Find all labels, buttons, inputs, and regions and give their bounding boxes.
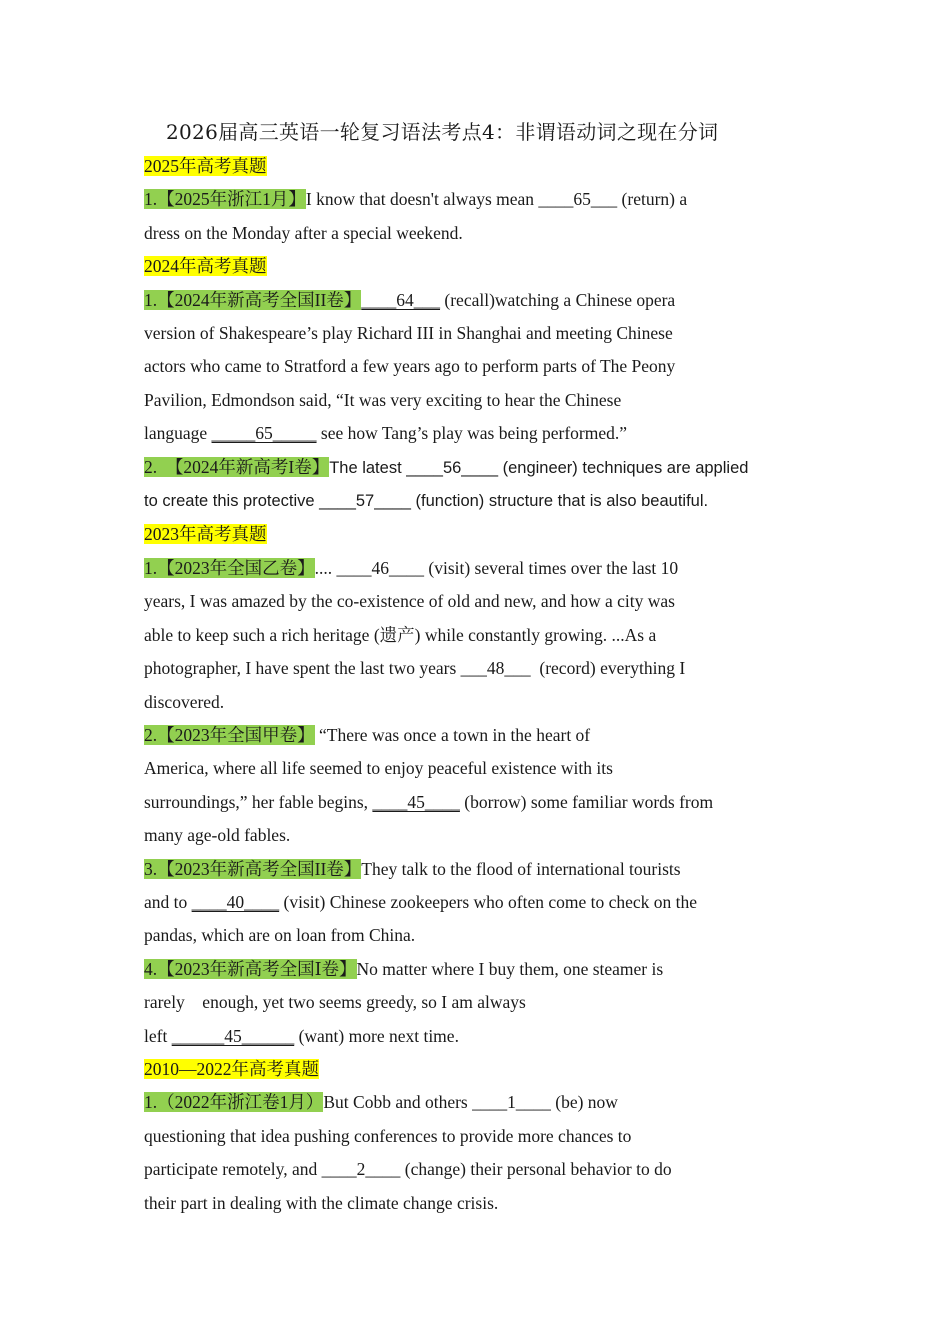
question-2023-1: 1.【2023年全国乙卷】.... ____46____ (visit) several times over the last 10	[144, 557, 679, 578]
document-title: 2026届高三英语一轮复习语法考点4：非谓语动词之现在分词	[166, 120, 719, 144]
question-2022-1-line2: questioning that idea pushing conferences to provide more chances to	[144, 1125, 632, 1146]
answer-blank: _____65_____	[211, 423, 317, 444]
question-2024-1-line4: Pavilion, Edmondson said, “It was very exciting to hear the Chinese	[144, 389, 622, 410]
question-2025-1-line2: dress on the Monday after a special weekend.	[144, 222, 463, 243]
question-2023-1-line3: able to keep such a rich heritage (遗产) while constantly growing. ...As a	[144, 624, 657, 645]
answer-blank: ______45______	[171, 1025, 295, 1046]
question-2022-1-line3: participate remotely, and ____2____ (change) their personal behavior to do	[144, 1159, 672, 1180]
question-2022-1-line4: their part in dealing with the climate change crisis.	[144, 1192, 499, 1213]
question-2023-3: 3.【2023年新高考全国II卷】They talk to the flood of international tourists	[144, 858, 681, 879]
question-source-tag: 2022年浙江卷1月）	[174, 1092, 324, 1113]
answer-blank: ____45____	[372, 791, 460, 812]
question-2023-4-line2: rarely enough, yet two seems greedy, so I am always	[144, 992, 526, 1013]
question-2023-4-line3: left ______45______ (want) more next time.	[144, 1025, 459, 1046]
question-source-tag: 【2023年新高考全国II卷】	[157, 858, 362, 879]
section-heading-2024: 2024年高考真题	[144, 256, 267, 277]
answer-blank: ____64___	[361, 289, 441, 310]
question-2024-2-line2: to create this protective ____57____ (function) structure that is also beautiful.	[144, 492, 709, 511]
question-2024-2: 2. 【2024年新高考I卷】The latest ____56____ (engineer) techniques are applied	[144, 456, 749, 477]
question-2023-4: 4.【2023年新高考全国Ⅰ卷】No matter where I buy them, one steamer is	[144, 958, 664, 979]
question-source-tag: 【2023年全国乙卷】	[157, 557, 315, 578]
document-body	[144, 150, 814, 1220]
question-source-tag: 【2025年浙江1月】	[157, 189, 306, 210]
question-2023-2: 2.【2023年全国甲卷】 “There was once a town in the heart of	[144, 724, 591, 745]
question-source-tag: 【2024年新高考全国II卷】	[157, 289, 362, 310]
question-2023-3-line3: pandas, which are on loan from China.	[144, 925, 416, 946]
section-heading-2023: 2023年高考真题	[144, 524, 267, 545]
question-2025-1: 1.【2025年浙江1月】I know that doesn't always mean ____65___ (return) a	[144, 189, 688, 210]
question-2023-1-line5: discovered.	[144, 691, 225, 712]
question-2023-2-line4: many age-old fables.	[144, 825, 291, 846]
question-2024-1-line3: actors who came to Stratford a few years ago to perform parts of The Peony	[144, 356, 676, 377]
question-2023-1-line2: years, I was amazed by the co-existence of old and new, and how a city was	[144, 591, 675, 612]
question-2023-3-line2: and to ____40____ (visit) Chinese zookeepers who often come to check on the	[144, 891, 698, 912]
question-2023-2-line2: America, where all life seemed to enjoy peaceful existence with its	[144, 758, 613, 779]
question-2023-1-line4: photographer, I have spent the last two years ___48___ (record) everything I	[144, 658, 686, 679]
question-source-tag: 【2023年新高考全国Ⅰ卷】	[157, 958, 357, 979]
answer-blank: ____40____	[191, 891, 280, 912]
question-2022-1: 1.（2022年浙江卷1月）But Cobb and others ____1____ (be) now	[144, 1092, 618, 1113]
question-2024-1-line2: version of Shakespeare’s play Richard III in Shanghai and meeting Chinese	[144, 323, 673, 344]
section-heading-2025: 2025年高考真题	[144, 156, 267, 176]
question-source-tag: 【2024年新高考I卷】	[165, 456, 330, 477]
question-2024-1-line5: language _____65_____ see how Tang’s play was being performed.”	[144, 423, 627, 444]
section-heading-2010-2022: 2010—2022年高考真题	[144, 1058, 319, 1079]
question-source-tag: 【2023年全国甲卷】	[157, 724, 315, 745]
question-2024-1: 1.【2024年新高考全国II卷】____64___ (recall)watching a Chinese opera	[144, 289, 676, 310]
question-2023-2-line3: surroundings,” her fable begins, ____45____ (borrow) some familiar words from	[144, 791, 714, 812]
